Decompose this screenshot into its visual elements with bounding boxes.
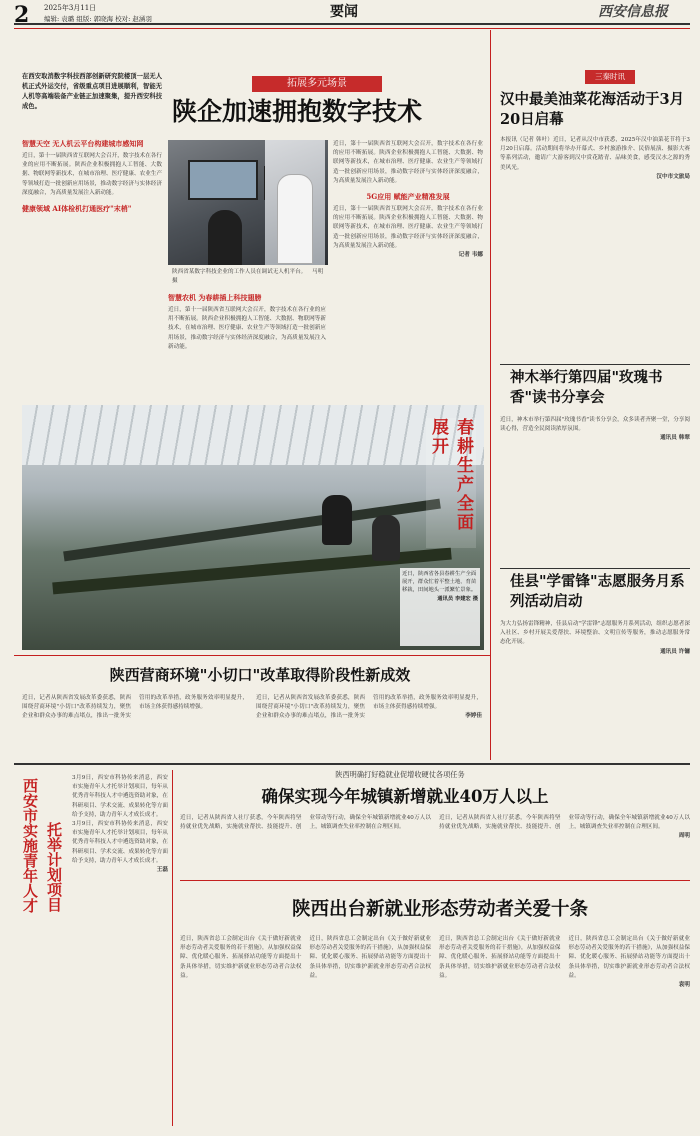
story3-title: 佳县"学雷锋"志愿服务月系列活动启动 <box>510 573 685 610</box>
spring-credit: 通讯员 李建宏 摄 <box>437 595 478 602</box>
story3-body-wrap <box>500 620 690 758</box>
labor-body: 近日，陕西省总工会制定出台《关于做好新就业形态劳动者关爱服务的若干措施》，从加强权益保障、优化暖心服务、拓展驿站功能等方面提出十条具体举措，切实维护新就业形态劳动者合法权益。 <box>180 936 302 979</box>
monitor-shape <box>188 160 258 200</box>
right-rule-1 <box>500 364 690 365</box>
top-story-subhead-2: 健康领域 AI体检机打通医疗"末梢" <box>22 204 132 214</box>
business-body: 近日，记者从陕西省发展改革委获悉，陕西围绕营商环境"小切口"改革持续发力，聚焦企业和群众办事的难点堵点，推出一批务实管用的改革举措，政务服务效率明显提升，市场主体获得感持续增强。 <box>22 695 248 720</box>
story2-credit: 通讯员 韩翠 <box>660 435 690 442</box>
labor-author: 袁明 <box>678 982 690 989</box>
labor-body-3: 近日，陕西省总工会制定出台《关于做好新就业形态劳动者关爱服务的若干措施》，从加强权益保障、优化暖心服务、拓展驿站功能等方面提出十条具体举措，切实维护新就业形态劳动者合法权益。 <box>439 936 561 979</box>
top-story-lead-text: 在西安取消数字科技西部创新研究院楼顶一层无人机正式外运交付，省级重点项目进展顺利，智能无人机等高端装备产业链正加速聚集，提升西安科技成色。 <box>22 73 162 110</box>
top-story-headline: 陕企加速拥抱数字技术 <box>172 97 423 126</box>
jobs-body-2: 近日，记者从陕西省人社厅获悉，今年陕西将坚持就业优先战略，实施就业帮扶、技能提升、创业带动等行动，确保全年城镇新增就业40万人以上，城镇调查失业率控制在合理区间。 <box>439 815 690 831</box>
story3-credit: 通讯员 许镛 <box>660 648 690 655</box>
youth-title-line2: 托举计划项目 <box>45 822 63 912</box>
business-body-wrap <box>22 694 482 758</box>
labor-headline: 陕西出台新就业形态劳动者关爱十条 <box>291 899 588 920</box>
doctor-silhouette <box>277 174 313 264</box>
top-story-kicker: 拓展多元场景 <box>252 76 382 92</box>
top-story-subhead-1: 智慧天空 无人机云平台构建城市感知网 <box>22 139 144 148</box>
story1-body: 本报讯（记者 韩叶）近日，记者从汉中市获悉，2025年汉中油菜花节将于3月20日启幕。活动期间将举办开幕式、乡村旅游推介、民俗展演、摄影大赛等系列活动，邀请广大游客到汉中赏花踏青、品味美食，感受汉水之源的秀美风光。 <box>500 137 690 171</box>
top-story-body: 近日，第十一届陕西省互联网大会召开，数字技术在各行业的应用不断拓展。陕西企业积极拥抱人工智能、大数据、物联网等新技术，在城市治理、医疗健康、农业生产等领域打造一批创新应用场景，推动数字经济与实体经济深度融合，为高质量发展注入新动能。 <box>22 153 162 196</box>
top-story-col2-body: 近日，第十一届陕西省互联网大会召开，数字技术在各行业的应用不断拓展。陕西企业积极拥抱人工智能、大数据、物联网等新技术，在城市治理、医疗健康、农业生产等领域打造一批创新应用场景，推动数字经济与实体经济深度融合，为高质量发展注入新动能。 <box>168 307 326 350</box>
jobs-body: 近日，记者从陕西省人社厅获悉，今年陕西将坚持就业优先战略，实施就业帮扶、技能提升、创业带动等行动，确保全年城镇新增就业40万人以上，城镇调查失业率控制在合理区间。 <box>180 815 431 831</box>
section-title: 要闻 <box>330 4 358 20</box>
top-story-col3-body-2: 近日，第十一届陕西省互联网大会召开，数字技术在各行业的应用不断拓展。陕西企业积极拥抱人工智能、大数据、物联网等新技术，在城市治理、医疗健康、农业生产等领域打造一批创新应用场景，推动数字经济与实体经济深度融合，为高质量发展注入新动能。 <box>333 206 483 249</box>
story2-body-wrap <box>500 416 690 564</box>
jobs-rule <box>14 763 690 765</box>
top-story-lead <box>22 72 162 132</box>
story3-body: 为大力弘扬雷锋精神，佳县启动"学雷锋"志愿服务月系列活动，组织志愿者深入社区、乡村开展关爱帮扶、环境整治、文明宣传等服务，推动志愿服务常态化开展。 <box>500 621 690 646</box>
top-story-author: 记者 韦娜 <box>458 252 483 259</box>
spring-caption-text: 近日，陕西省各县春耕生产全面展开，群众忙着平整土地、育苗移栽，田间地头一派繁忙景象。 <box>402 571 477 594</box>
youth-title-line1: 西安市实施青年人才 <box>21 778 39 913</box>
youth-body-wrap <box>72 774 168 1124</box>
top-rule-red <box>14 28 690 29</box>
labor-body-wrap <box>180 935 690 1125</box>
youth-body-2: 3月9日，西安市科协传来消息，西安市实施青年人才托举计划项目，每年从优秀青年科技人才中遴选资助对象，在科研项目、学术交流、成果转化等方面给予支持，助力青年人才成长成才。 <box>72 821 168 864</box>
story2-body: 近日，神木市举行第四届"玫瑰书香"读书分享会，众多读者齐聚一堂，分享阅读心得，营造全民阅读浓厚氛围。 <box>500 417 690 433</box>
farmer-silhouette <box>322 495 352 545</box>
top-story-subhead-4: 5G应用 赋能产业精准发展 <box>366 192 450 202</box>
youth-author: 王磊 <box>156 867 168 874</box>
business-body-2: 近日，记者从陕西省发展改革委获悉，陕西围绕营商环境"小切口"改革持续发力，聚焦企业和群众办事的难点堵点，推出一批务实管用的改革举措，政务服务效率明显提升，市场主体获得感持续增强。 <box>256 695 482 720</box>
business-headline: 陕西营商环境"小切口"改革取得阶段性新成效 <box>109 666 411 684</box>
top-story-col3-body: 近日，第十一届陕西省互联网大会召开，数字技术在各行业的应用不断拓展。陕西企业积极拥抱人工智能、大数据、物联网等新技术，在城市治理、医疗健康、农业生产等领域打造一批创新应用场景，推动数字经济与实体经济深度融合，为高质量发展注入新动能。 <box>333 141 483 184</box>
story1-title: 汉中最美油菜花海活动于3月20日启幕 <box>500 91 685 128</box>
drone-photo-credit: 马明 摄 <box>172 269 324 285</box>
youth-body: 3月9日，西安市科协传来消息，西安市实施青年人才托举计划项目，每年从优秀青年科技人才中遴选资助对象，在科研项目、学术交流、成果转化等方面给予支持，助力青年人才成长成才。 <box>72 775 168 818</box>
masthead-editors: 编辑: 袁璐 组版: 郭晓海 校对: 赵涵羽 <box>44 15 152 23</box>
jobs-kicker: 陕西明确打好稳就业促增收硬仗各项任务 <box>335 770 465 779</box>
jobs-headline: 确保实现今年城镇新增就业40万人以上 <box>261 787 549 806</box>
spring-caption <box>400 568 480 646</box>
masthead-rule <box>14 23 690 25</box>
right-rule-2 <box>500 568 690 569</box>
top-story-col3 <box>333 140 483 400</box>
jobs-author: 周明 <box>678 833 690 840</box>
right-column-label: 三秦时讯 <box>585 70 635 84</box>
story1-author: 汉中市文旅局 <box>656 173 690 180</box>
spring-title <box>426 418 476 548</box>
person-silhouette <box>208 210 242 265</box>
business-rule <box>14 655 490 656</box>
business-author: 李婷佳 <box>465 713 482 720</box>
doctor-photo <box>265 140 325 265</box>
greenhouse-roof <box>22 405 484 465</box>
labor-body-2: 近日，陕西省总工会制定出台《关于做好新就业形态劳动者关爱服务的若干措施》，从加强权益保障、优化暖心服务、拓展驿站功能等方面提出十条具体举措，切实维护新就业形态劳动者合法权益。 <box>309 936 431 979</box>
youth-divider <box>172 770 173 1126</box>
jobs-body-wrap <box>180 814 690 884</box>
story1-body-wrap <box>500 136 690 361</box>
masthead-date: 2025年3月11日 <box>44 4 97 12</box>
right-column-divider <box>490 30 491 760</box>
youth-title <box>20 778 68 988</box>
farmer-silhouette-2 <box>372 515 400 561</box>
labor-rule <box>180 880 690 881</box>
spring-title-text: 春耕生产全面展开 <box>428 418 473 532</box>
top-story-subhead-3: 智慧农机 为春耕插上科技翅膀 <box>168 293 262 302</box>
labor-body-4: 近日，陕西省总工会制定出台《关于做好新就业形态劳动者关爱服务的若干措施》，从加强权益保障、优化暖心服务、拓展驿站功能等方面提出十条具体举措，切实维护新就业形态劳动者合法权益。 <box>568 936 690 979</box>
story2-title: 神木举行第四届"玫瑰书香"读书分享会 <box>510 369 663 406</box>
drone-photo-caption <box>172 268 328 288</box>
page-number: 2 <box>14 2 30 22</box>
paper-logo: 西安信息报 <box>598 4 668 20</box>
drone-photo-caption-text: 陕西省某数字科技企业的工作人员在调试无人机平台。 <box>172 269 307 275</box>
